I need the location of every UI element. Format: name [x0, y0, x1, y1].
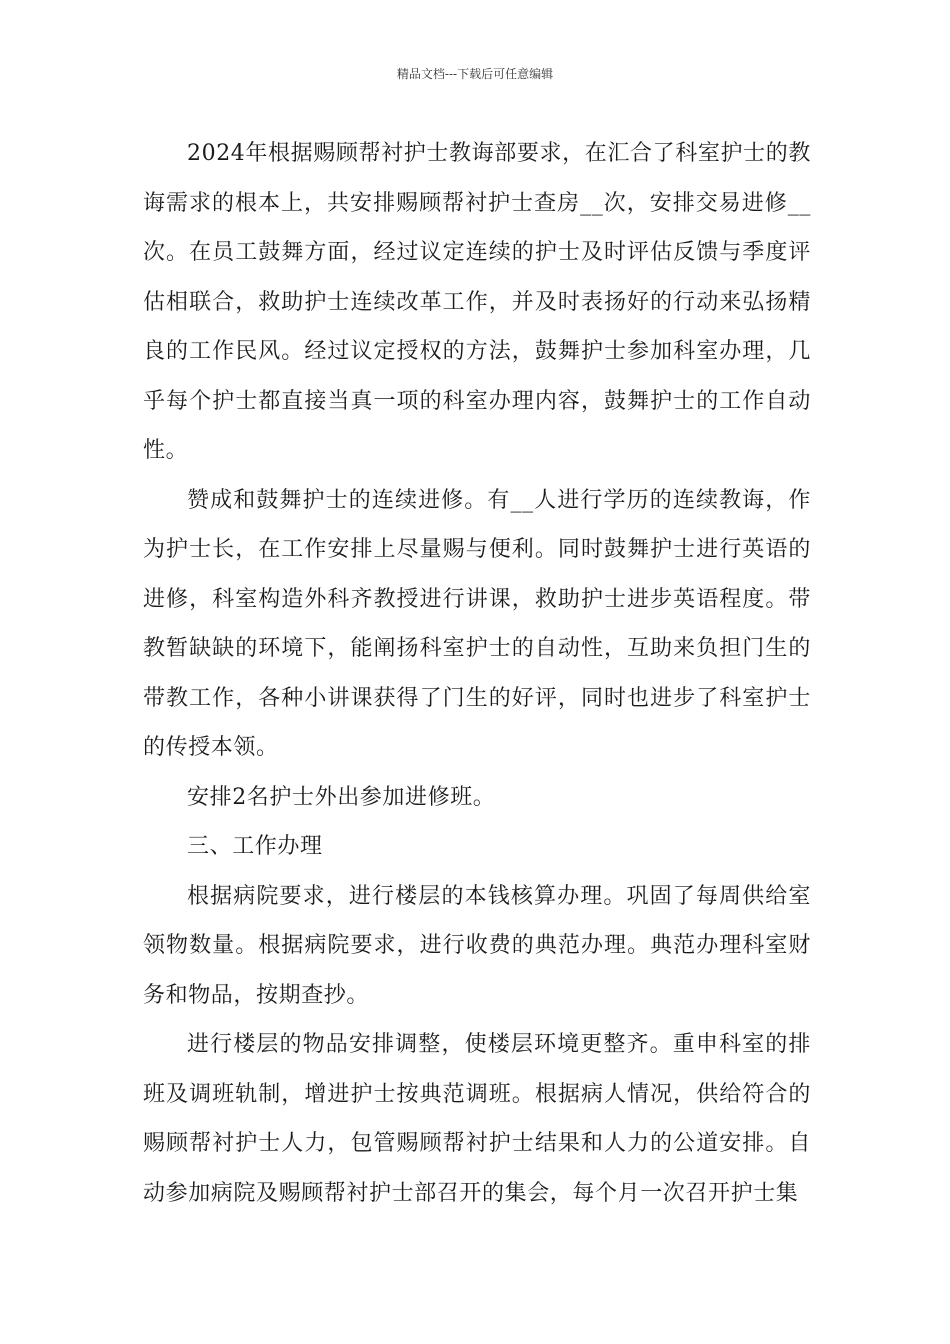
paragraph-4: 根据病院要求，进行楼层的本钱核算办理。巩固了每周供给室领物数量。根据病院要求，进行收费的典范办理。典范办理科室财务和物品，按期查抄。: [143, 883, 811, 1008]
document-body: [143, 129, 811, 1218]
paragraph-5: 进行楼层的物品安排调整，使楼层环境更整齐。重申科室的排班及调班轨制，增进护士按典范调班。根据病人情况，供给符合的赐顾帮衬护士人力，包管赐顾帮衬护士结果和人力的公道安排。自动参加病院及赐顾帮衬护士部召开的集会，每个月一次召开护士集: [143, 1032, 811, 1206]
page-header: 精品文档---下载后可任意编辑: [396, 67, 554, 81]
paragraph-3: 安排2名护士外出参加进修班。: [187, 784, 496, 810]
section-heading: 三、工作办理: [187, 834, 323, 859]
paragraph-2: 赞成和鼓舞护士的连续进修。有__人进行学历的连续教诲，作为护士长，在工作安排上尽量赐与便利。同时鼓舞护士进行英语的进修，科室构造外科齐教授进行讲课，救助护士进步英语程度。带教暂缺缺的环境下，能阐扬科室护士的自动性，互助来负担门生的带教工作，各种小讲课获得了门生的好评，同时也进步了科室护士的传授本领。: [143, 487, 811, 760]
paragraph-1: 2024年根据赐顾帮衬护士教诲部要求，在汇合了科室护士的教诲需求的根本上，共安排赐顾帮衬护士查房__次，安排交易进修__次。在员工鼓舞方面，经过议定连续的护士及时评估反馈与季度评估相联合，救助护士连续改革工作，并及时表扬好的行动来弘扬精良的工作民风。经过议定授权的方法，鼓舞护士参加科室办理，几乎每个护士都直接当真一项的科室办理内容，鼓舞护士的工作自动性。: [143, 141, 811, 463]
